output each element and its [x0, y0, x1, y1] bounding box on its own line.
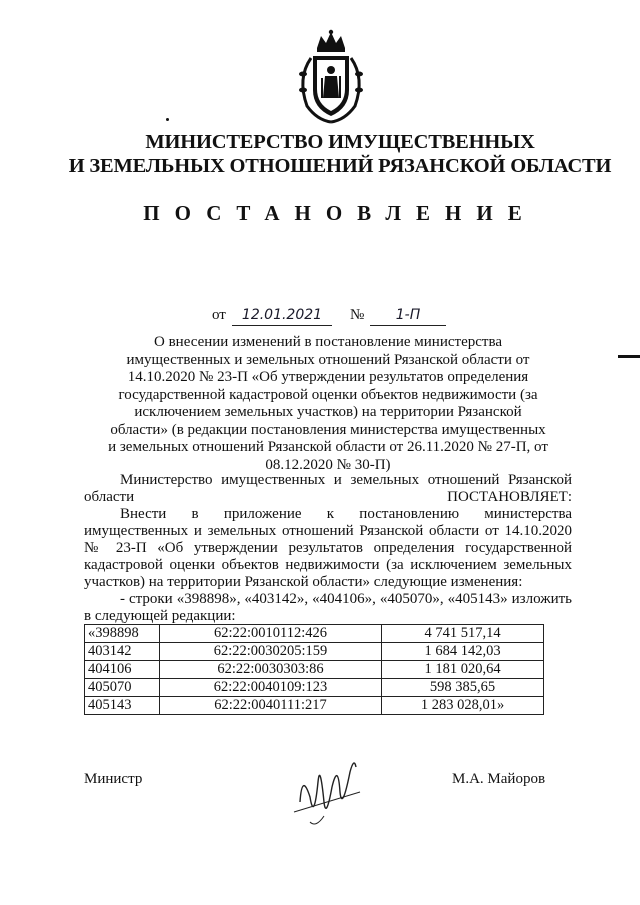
number-label: №: [350, 307, 365, 323]
body-paragraph-resolves: Министерство имущественных и земельных отношений Рязанской области ПОСТАНОВЛЯЕТ:: [84, 472, 572, 505]
body-paragraph-rows: - строки «398898», «403142», «404106», «405070», «405143» изложить в следующей редакции:: [84, 591, 572, 624]
handwritten-signature: [280, 742, 370, 837]
table-row: [85, 625, 544, 643]
table-cell-value: 4 741 517,14: [382, 625, 544, 643]
signatory-title: Министр: [84, 771, 143, 787]
table-cell-value: 1 283 028,01»: [382, 697, 544, 715]
table-row: [85, 679, 544, 697]
table-cell-cadastral: 62:22:0040109:123: [160, 679, 382, 697]
table-cell-value: 1 181 020,64: [382, 661, 544, 679]
document-subject: О внесении изменений в постановление министерства имущественных и земельных отношений Рязанской области от 14.10.2020 № 23-П «Об утверждении результатов определения государственной кадастровой оценки объектов недвижимости (за исключением земельных участков) на территории Рязанской области» (в редакции постановления министерства имущественных и земельных отношений Рязанской области от 26.11.2020 № 27-П, от 08.12.2020 № 30-П): [108, 334, 548, 473]
body-paragraph-amend: Внести в приложение к постановлению министерства имущественных и земельных отношений Рязанской области от 14.10.2020 № 23-П «Об утверждении результатов определения государственной кадастровой оценки объектов недвижимости (за исключением земельных участков) на территории Рязанской области» следующие изменения:: [84, 506, 572, 590]
amendments-table: [84, 624, 544, 715]
ministry-title-line2: И ЗЕМЕЛЬНЫХ ОТНОШЕНИЙ РЯЗАНСКОЙ ОБЛАСТИ: [68, 155, 612, 177]
date-from-label: от: [212, 307, 226, 323]
document-body: [84, 472, 572, 625]
table-cell-value: 598 385,65: [382, 679, 544, 697]
table-cell-id: 404106: [85, 661, 160, 679]
table-cell-cadastral: 62:22:0040111:217: [160, 697, 382, 715]
table-cell-cadastral: 62:22:0030303:86: [160, 661, 382, 679]
table-row: [85, 643, 544, 661]
table-row: [85, 697, 544, 715]
table-cell-cadastral: 62:22:0030205:159: [160, 643, 382, 661]
handwritten-date: 12.01.2021: [232, 307, 332, 326]
margin-mark: [618, 355, 640, 358]
table-cell-id: 405143: [85, 697, 160, 715]
handwritten-number: 1-П: [370, 307, 446, 326]
table-cell-cadastral: 62:22:0010112:426: [160, 625, 382, 643]
table-row: [85, 661, 544, 679]
table-cell-id: 405070: [85, 679, 160, 697]
table-cell-value: 1 684 142,03: [382, 643, 544, 661]
scan-speck: [166, 118, 169, 121]
coat-of-arms-emblem: [291, 28, 371, 124]
document-type-heading: ПОСТАНОВЛЕНИЕ: [143, 201, 537, 225]
table-cell-id: 403142: [85, 643, 160, 661]
ministry-title-line1: МИНИСТЕРСТВО ИМУЩЕСТВЕННЫХ: [145, 131, 535, 153]
table-cell-id: «398898: [85, 625, 160, 643]
signatory-name: М.А. Майоров: [452, 771, 546, 787]
ministry-title: [60, 130, 620, 178]
